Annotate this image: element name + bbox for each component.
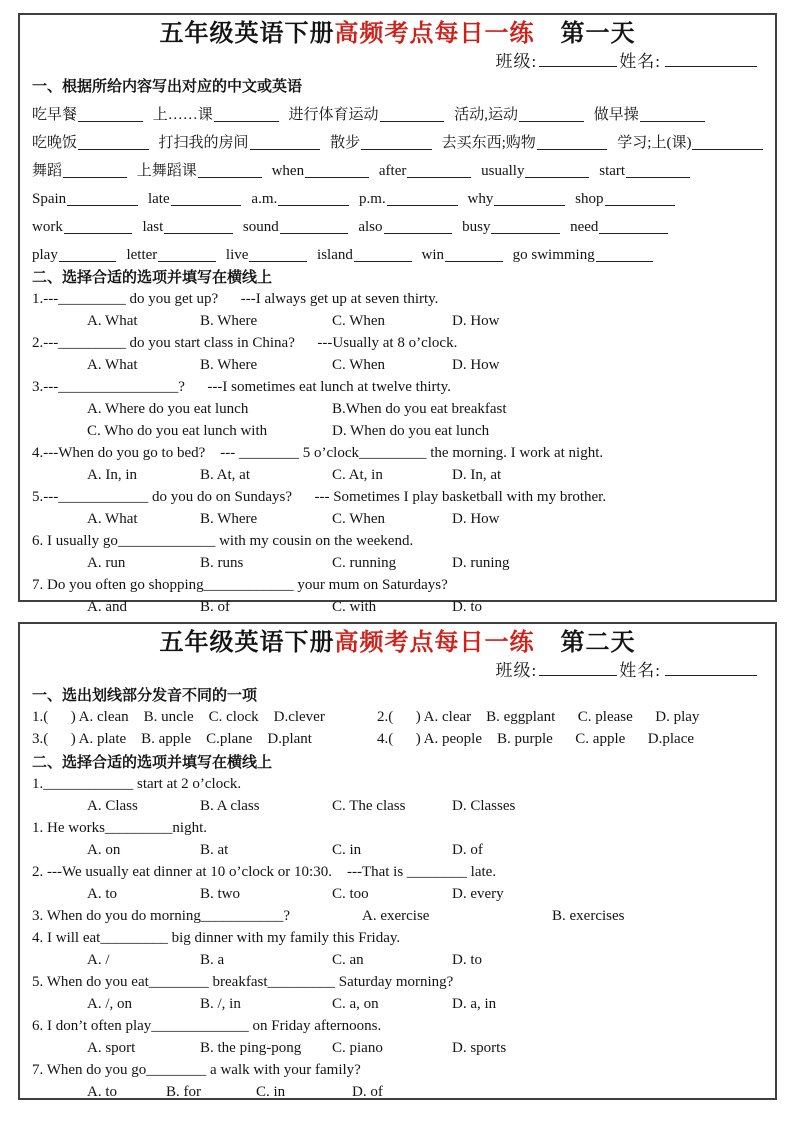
pronunciation-row <box>32 728 763 750</box>
option: C. When <box>332 313 386 329</box>
vocab-blank <box>361 149 432 150</box>
name-label: 姓名: <box>619 52 661 71</box>
option: D. How <box>452 511 500 527</box>
vocab-row <box>32 209 668 237</box>
vocab-term: 舞蹈 <box>32 163 63 179</box>
option: B. At, at <box>200 467 251 483</box>
question-stem: 6. I usually go_____________ with my cousin on the weekend. <box>32 533 414 549</box>
vocab-term: 进行体育运动 <box>288 107 379 123</box>
vocab-blank <box>78 121 143 122</box>
option: A. to <box>87 886 117 902</box>
vocab-blank <box>525 177 589 178</box>
vocab-term: win <box>421 247 444 263</box>
vocab-row <box>32 97 705 125</box>
question-stem: 7. Do you often go shopping____________ your mum on Saturdays? <box>32 577 448 593</box>
option: A. run <box>87 555 126 571</box>
option: D. sports <box>452 1040 507 1056</box>
options-row <box>32 310 763 332</box>
option: A. What <box>87 511 138 527</box>
pronunciation-question: 3.( ) A. plate B. apple C.plane D.plant <box>32 731 312 747</box>
option: C. running <box>332 555 397 571</box>
question-stem: 2. ---We usually eat dinner at 10 o’clock or 10:30. ---That is ________ late. <box>32 864 497 880</box>
vocab-blank <box>407 177 471 178</box>
section-2-heading: 二、选择合适的选项并填写在横线上 <box>32 269 273 286</box>
options-row <box>32 883 763 905</box>
page-title <box>32 18 763 50</box>
vocab-term: also <box>358 219 383 235</box>
name-blank <box>665 52 757 67</box>
question-stem: 1. He works_________night. <box>32 820 207 836</box>
title-prefix: 五年级英语下册 <box>159 629 335 656</box>
title-day: 第二天 <box>560 629 636 656</box>
title-highlight: 高频考点每日一练 <box>334 20 535 47</box>
question-stem: 5.---____________ do you do on Sundays? --- Sometimes I play basketball with my brother. <box>32 489 607 505</box>
question-stem: 7. When do you go________ a walk with your family? <box>32 1062 361 1078</box>
vocab-term: last <box>142 219 164 235</box>
vocab-term: p.m. <box>359 191 386 207</box>
vocab-blank <box>64 233 133 234</box>
option: B. for <box>166 1084 201 1100</box>
options-row <box>32 993 763 1015</box>
option: B. Where <box>200 313 258 329</box>
option: D. How <box>452 357 500 373</box>
option: A. / <box>87 952 110 968</box>
title-day: 第一天 <box>560 20 636 47</box>
vocab-blank <box>78 149 149 150</box>
option: A. Where do you eat lunch <box>87 401 249 417</box>
vocab-blank <box>596 261 654 262</box>
vocab-blank <box>354 261 412 262</box>
vocab-term: 去买东西;购物 <box>441 135 536 151</box>
name-label: 姓名: <box>619 661 661 680</box>
option: C. piano <box>332 1040 383 1056</box>
option: D. to <box>452 952 482 968</box>
question-stem: 1.---_________ do you get up? ---I always get up at seven thirty. <box>32 291 439 307</box>
vocab-term: why <box>467 191 494 207</box>
option: B.When do you eat breakfast <box>332 401 507 417</box>
option: A. Class <box>87 798 138 814</box>
vocab-blank <box>250 149 321 150</box>
class-name-line <box>32 659 763 683</box>
class-blank <box>539 52 617 67</box>
option: B. /, in <box>200 996 241 1012</box>
option: D. every <box>452 886 504 902</box>
question-stem: 6. I don’t often play_____________ on Friday afternoons. <box>32 1018 382 1034</box>
option: A. What <box>87 313 138 329</box>
worksheet-day2-sheet <box>18 622 777 1100</box>
vocab-term: 上舞蹈课 <box>136 163 197 179</box>
vocab-blank <box>491 233 560 234</box>
option: B. a <box>200 952 225 968</box>
option: D. In, at <box>452 467 502 483</box>
option: A. In, in <box>87 467 137 483</box>
pronunciation-row <box>32 706 763 728</box>
vocab-blank <box>278 205 349 206</box>
vocab-blank <box>537 149 608 150</box>
page-title <box>32 627 763 659</box>
options-row <box>32 398 763 442</box>
question-stem: 3. When do you do morning___________? <box>32 908 291 924</box>
option: B. A class <box>200 798 260 814</box>
class-label: 班级: <box>495 52 538 71</box>
options-row <box>32 1081 763 1103</box>
question-stem: 2.---_________ do you start class in China? ---Usually at 8 o’clock. <box>32 335 458 351</box>
vocab-blank <box>380 121 445 122</box>
vocab-blank <box>305 177 369 178</box>
vocab-blank <box>692 149 763 150</box>
option: A. /, on <box>87 996 132 1012</box>
option: B. of <box>200 599 230 615</box>
vocab-term: 吃晚饭 <box>32 135 78 151</box>
options-row <box>32 1037 763 1059</box>
vocab-blank <box>599 233 668 234</box>
name-blank <box>665 661 757 676</box>
vocab-blank <box>59 261 117 262</box>
vocab-term: 吃早餐 <box>32 107 78 123</box>
option: C. an <box>332 952 364 968</box>
option: C. Who do you eat lunch with <box>87 423 268 439</box>
vocab-term: Spain <box>32 191 67 207</box>
vocab-blank <box>63 177 127 178</box>
title-highlight: 高频考点每日一练 <box>334 629 535 656</box>
vocab-blank <box>67 205 138 206</box>
options-row <box>32 552 763 574</box>
vocab-term: 学习;上(课) <box>617 135 692 151</box>
vocab-term: sound <box>242 219 279 235</box>
option: C. with <box>332 599 377 615</box>
section-2-heading: 二、选择合适的选项并填写在横线上 <box>32 754 273 771</box>
vocab-term: island <box>317 247 353 263</box>
vocab-term: 做早操 <box>593 107 639 123</box>
vocab-blank <box>605 205 676 206</box>
vocab-term: 活动,运动 <box>454 107 519 123</box>
vocab-blank <box>384 233 453 234</box>
option: B. Where <box>200 357 258 373</box>
vocab-blank <box>626 177 690 178</box>
options-row <box>32 354 763 376</box>
option: B. exercises <box>552 908 625 924</box>
class-blank <box>539 661 617 676</box>
options-row <box>32 508 763 530</box>
vocab-blank <box>198 177 262 178</box>
vocab-term: shop <box>575 191 604 207</box>
vocab-blank <box>445 261 503 262</box>
vocab-row <box>32 153 690 181</box>
vocab-term: usually <box>481 163 525 179</box>
vocab-blank <box>494 205 565 206</box>
option: D. of <box>452 842 483 858</box>
option: A. and <box>87 599 127 615</box>
vocab-blank <box>387 205 458 206</box>
class-label: 班级: <box>495 661 538 680</box>
vocab-row <box>32 237 653 265</box>
options-row <box>32 795 763 817</box>
option: D. runing <box>452 555 510 571</box>
vocab-term: start <box>599 163 626 179</box>
vocab-term: 上……课 <box>152 107 213 123</box>
vocab-term: when <box>271 163 305 179</box>
options-row <box>32 464 763 486</box>
vocab-blank <box>214 121 279 122</box>
option: A. exercise <box>362 908 430 924</box>
option: D. to <box>452 599 482 615</box>
vocab-blank <box>640 121 705 122</box>
option: A. sport <box>87 1040 136 1056</box>
option: B. the ping-pong <box>200 1040 302 1056</box>
option: D. How <box>452 313 500 329</box>
vocab-blank <box>280 233 349 234</box>
option: D. Classes <box>452 798 516 814</box>
vocab-row <box>32 125 763 153</box>
worksheet-day1-sheet <box>18 13 777 615</box>
section-1-heading: 一、根据所给内容写出对应的中文或英语 <box>32 78 303 95</box>
option: B. at <box>200 842 229 858</box>
option: B. two <box>200 886 241 902</box>
class-name-line <box>32 50 763 74</box>
options-row <box>32 839 763 861</box>
vocab-blank <box>171 205 242 206</box>
vocab-term: late <box>147 191 170 207</box>
question-stem: 4. I will eat_________ big dinner with my family this Friday. <box>32 930 401 946</box>
pronunciation-question: 1.( ) A. clean B. uncle C. clock D.clever <box>32 709 325 725</box>
vocab-row <box>32 181 675 209</box>
option: D. When do you eat lunch <box>332 423 490 439</box>
vocab-term: need <box>570 219 599 235</box>
section-1-heading: 一、选出划线部分发音不同的一项 <box>32 687 258 704</box>
option: B. Where <box>200 511 258 527</box>
vocab-blank <box>249 261 307 262</box>
option: C. When <box>332 357 386 373</box>
option: C. too <box>332 886 369 902</box>
option: C. in <box>332 842 362 858</box>
vocab-term: a.m. <box>251 191 278 207</box>
option: D. a, in <box>452 996 497 1012</box>
question-stem: 1.____________ start at 2 o’clock. <box>32 776 242 792</box>
vocab-term: letter <box>126 247 158 263</box>
vocab-term: 打扫我的房间 <box>158 135 249 151</box>
vocab-term: after <box>378 163 407 179</box>
vocab-term: go swimming <box>512 247 595 263</box>
option: A. to <box>87 1084 117 1100</box>
option: C. a, on <box>332 996 379 1012</box>
option: B. runs <box>200 555 244 571</box>
title-prefix: 五年级英语下册 <box>159 20 335 47</box>
options-row <box>32 596 763 618</box>
vocab-blank <box>164 233 233 234</box>
pronunciation-question: 2.( ) A. clear B. eggplant C. please D. play <box>377 709 700 725</box>
vocab-term: 散步 <box>330 135 361 151</box>
option: C. The class <box>332 798 406 814</box>
option: C. When <box>332 511 386 527</box>
options-row <box>32 949 763 971</box>
question-stem: 3.---________________? ---I sometimes eat lunch at twelve thirty. <box>32 379 451 395</box>
vocab-blank <box>158 261 216 262</box>
question-with-inline-options <box>32 905 763 927</box>
option: C. At, in <box>332 467 383 483</box>
vocab-term: work <box>32 219 63 235</box>
option: D. of <box>352 1084 383 1100</box>
question-stem: 5. When do you eat________ breakfast_________ Saturday morning? <box>32 974 454 990</box>
option: A. What <box>87 357 138 373</box>
option: C. in <box>256 1084 286 1100</box>
vocab-term: live <box>225 247 249 263</box>
vocab-term: busy <box>462 219 491 235</box>
pronunciation-question: 4.( ) A. people B. purple C. apple D.place <box>377 731 695 747</box>
option: A. on <box>87 842 121 858</box>
vocab-term: play <box>32 247 58 263</box>
question-stem: 4.---When do you go to bed? --- ________ 5 o’clock_________ the morning. I work at night. <box>32 445 604 461</box>
vocab-blank <box>519 121 584 122</box>
